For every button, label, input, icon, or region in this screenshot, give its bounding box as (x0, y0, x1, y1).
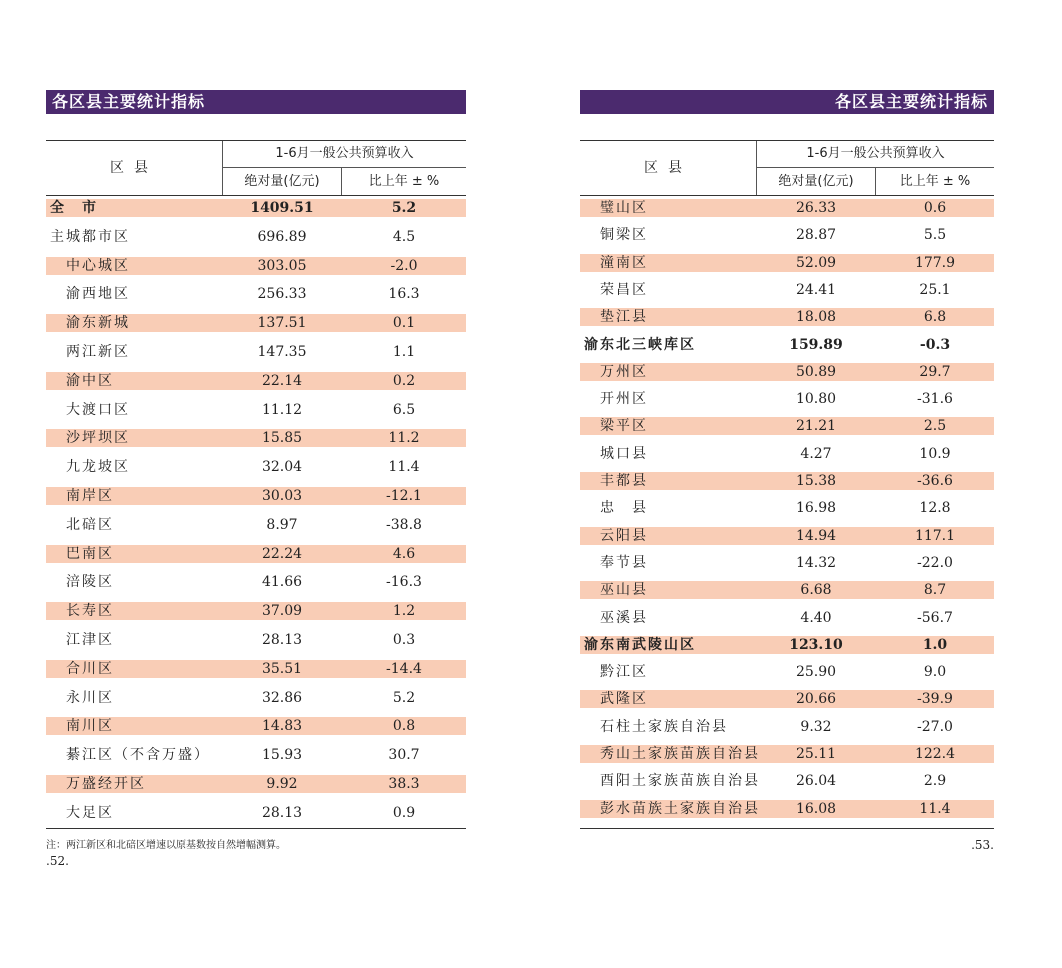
region-name: 长寿区 (66, 603, 114, 620)
absolute-value: 22.14 (261, 372, 303, 389)
absolute-value: 4.40 (800, 609, 832, 626)
absolute-value: 25.11 (795, 746, 837, 762)
region-name: 垫江县 (600, 309, 648, 326)
table-row (46, 401, 466, 419)
region-name: 巫溪县 (600, 609, 648, 626)
percent-change: 0.1 (392, 315, 416, 332)
table-row (46, 516, 466, 534)
region-name: 万州区 (600, 363, 648, 380)
table-row (580, 226, 994, 244)
region-name: 渝东新城 (66, 315, 130, 332)
region-name: 彭水苗族土家族自治县 (600, 800, 760, 817)
percent-change: -12.1 (386, 488, 422, 504)
percent-change: 4.5 (392, 228, 416, 245)
section-banner: 各区县主要统计指标 (580, 90, 994, 114)
percent-change: 1.1 (392, 344, 416, 360)
percent-change: 38.3 (388, 776, 420, 792)
region-name: 潼南区 (600, 254, 648, 271)
absolute-value: 14.94 (795, 527, 837, 544)
absolute-value: 22.24 (261, 545, 303, 562)
region-name: 开州区 (600, 391, 648, 408)
absolute-value: 35.51 (261, 660, 303, 677)
region-name: 璧山区 (600, 200, 648, 216)
absolute-value: 24.41 (795, 281, 837, 298)
absolute-value: 25.90 (795, 664, 837, 681)
percent-change: 9.0 (923, 664, 947, 681)
column-group-header: 1-6月一般公共预算收入 (757, 141, 994, 168)
region-name: 丰都县 (600, 473, 648, 489)
table-row (580, 336, 994, 354)
table-row (580, 772, 994, 790)
absolute-value: 1409.51 (250, 200, 314, 216)
region-name: 中心城区 (66, 257, 130, 274)
absolute-value: 50.89 (795, 363, 837, 380)
percent-change: 12.8 (919, 500, 951, 517)
region-name: 酉阳土家族苗族自治县 (600, 773, 760, 790)
percent-change: 30.7 (388, 747, 420, 764)
absolute-value: 147.35 (257, 344, 307, 360)
table-row (46, 314, 466, 332)
percent-change: 122.4 (914, 746, 956, 762)
table-header (46, 140, 466, 196)
table-row (46, 631, 466, 649)
region-name: 巴南区 (66, 545, 114, 562)
table-row (580, 472, 994, 490)
table-row (580, 745, 994, 763)
table-row (580, 390, 994, 408)
region-name: 沙坪坝区 (66, 430, 130, 447)
region-name: 南川区 (66, 718, 114, 735)
percent-change: -27.0 (917, 718, 953, 735)
absolute-value: 159.89 (789, 336, 843, 353)
table-row (580, 254, 994, 272)
table-row (46, 804, 466, 822)
table-row (580, 445, 994, 463)
absolute-value: 10.80 (795, 391, 837, 408)
region-name: 奉节县 (600, 554, 648, 571)
percent-change: 177.9 (914, 254, 956, 271)
page-number: .53. (971, 838, 994, 852)
absolute-value: 15.38 (795, 473, 837, 489)
percent-change: -14.4 (386, 660, 422, 677)
absolute-value: 37.09 (261, 603, 303, 620)
percent-change: 0.8 (392, 718, 416, 735)
percent-change: 0.6 (923, 200, 947, 216)
percent-change: -31.6 (917, 391, 953, 408)
region-name: 永川区 (66, 689, 114, 706)
region-name: 全 市 (50, 200, 98, 216)
table-row (46, 199, 466, 217)
column-header-percent: 比上年 ± % (368, 174, 440, 189)
percent-change: 2.5 (923, 418, 947, 435)
table-row (580, 663, 994, 681)
absolute-value: 28.13 (261, 804, 303, 821)
table-row (46, 487, 466, 505)
table-bottom-rule (46, 828, 466, 829)
table-row (580, 800, 994, 818)
table-row (580, 363, 994, 381)
region-name: 城口县 (600, 445, 648, 462)
percent-change: 2.9 (923, 773, 947, 790)
absolute-value: 30.03 (261, 488, 303, 504)
absolute-value: 123.10 (789, 636, 843, 653)
absolute-value: 52.09 (795, 254, 837, 271)
table-row (46, 689, 466, 707)
table-row (580, 281, 994, 299)
region-name: 铜梁区 (600, 227, 648, 244)
region-name: 两江新区 (66, 344, 130, 360)
absolute-value: 41.66 (261, 574, 303, 591)
percent-change: 6.5 (392, 401, 416, 418)
region-name: 南岸区 (66, 488, 114, 504)
region-name: 合川区 (66, 660, 114, 677)
absolute-value: 15.93 (261, 747, 303, 764)
absolute-value: 15.85 (261, 430, 303, 447)
region-name: 北碚区 (66, 516, 114, 533)
table-row (46, 717, 466, 735)
absolute-value: 8.97 (266, 516, 298, 533)
region-name: 九龙坡区 (66, 459, 130, 476)
percent-change: 6.8 (923, 309, 947, 326)
page-number: .52. (46, 854, 69, 868)
table-row (580, 308, 994, 326)
table-row (46, 545, 466, 563)
percent-change: 1.2 (392, 603, 416, 620)
absolute-value: 14.83 (261, 718, 303, 735)
percent-change: -36.6 (917, 473, 953, 489)
percent-change: 16.3 (388, 286, 420, 303)
column-header-percent: 比上年 ± % (899, 174, 971, 189)
percent-change: -39.9 (917, 691, 953, 708)
table-row (46, 343, 466, 361)
absolute-value: 20.66 (795, 691, 837, 708)
table-row (580, 417, 994, 435)
table-bottom-rule (580, 828, 994, 829)
table-row (46, 429, 466, 447)
table-row (46, 660, 466, 678)
absolute-value: 32.86 (261, 689, 303, 706)
region-name: 渝中区 (66, 372, 114, 389)
absolute-value: 26.33 (795, 200, 837, 216)
region-name: 大足区 (66, 804, 114, 821)
region-name: 荣昌区 (600, 281, 648, 298)
percent-change: 11.2 (388, 430, 420, 447)
percent-change: -2.0 (390, 257, 418, 274)
region-name: 云阳县 (600, 527, 648, 544)
table-row (580, 581, 994, 599)
region-name: 渝西地区 (66, 286, 130, 303)
absolute-value: 4.27 (800, 445, 832, 462)
percent-change: -0.3 (919, 336, 951, 353)
absolute-value: 16.08 (795, 800, 837, 817)
absolute-value: 137.51 (257, 315, 307, 332)
table-row (46, 775, 466, 793)
percent-change: 5.2 (391, 200, 417, 216)
table-row (46, 573, 466, 591)
region-name: 綦江区（不含万盛） (66, 747, 210, 764)
absolute-value: 26.04 (795, 773, 837, 790)
percent-change: -16.3 (386, 574, 422, 591)
percent-change: -38.8 (386, 516, 422, 533)
percent-change: 29.7 (919, 363, 951, 380)
column-header-absolute: 绝对量(亿元) (223, 168, 342, 195)
table-row (46, 372, 466, 390)
region-name: 忠 县 (600, 500, 648, 517)
region-name: 石柱土家族自治县 (600, 718, 728, 735)
percent-change: 0.3 (392, 632, 416, 648)
percent-change: 0.2 (392, 372, 416, 389)
region-name: 渝东北三峡库区 (584, 336, 696, 353)
absolute-value: 14.32 (795, 554, 837, 571)
absolute-value: 9.32 (800, 718, 832, 735)
column-header-absolute: 绝对量(亿元) (757, 168, 876, 195)
table-header (580, 140, 994, 196)
percent-change: 117.1 (914, 527, 956, 544)
region-name: 黔江区 (600, 664, 648, 681)
percent-change: 11.4 (919, 800, 951, 817)
percent-change: 4.6 (392, 545, 416, 562)
table-row (46, 602, 466, 620)
percent-change: 0.9 (392, 804, 416, 821)
absolute-value: 18.08 (795, 309, 837, 326)
region-name: 渝东南武陵山区 (584, 636, 696, 653)
section-banner: 各区县主要统计指标 (46, 90, 466, 114)
percent-change: 25.1 (919, 281, 951, 298)
absolute-value: 32.04 (261, 459, 303, 476)
region-name: 万盛经开区 (66, 776, 146, 792)
absolute-value: 256.33 (257, 286, 307, 303)
table-row (580, 554, 994, 572)
percent-change: 8.7 (923, 582, 947, 599)
percent-change: 5.5 (923, 227, 947, 244)
absolute-value: 11.12 (261, 401, 303, 418)
table-row (46, 746, 466, 764)
table-row (580, 527, 994, 545)
table-row (580, 718, 994, 736)
percent-change: 10.9 (919, 445, 951, 462)
percent-change: -56.7 (917, 609, 953, 626)
table-row (580, 636, 994, 654)
region-name: 秀山土家族苗族自治县 (600, 746, 760, 762)
region-name: 涪陵区 (66, 574, 114, 591)
table-row (580, 690, 994, 708)
region-name: 梁平区 (600, 418, 648, 435)
absolute-value: 28.13 (261, 632, 303, 648)
column-header-region: 区县 (46, 141, 223, 195)
table-row (580, 199, 994, 217)
column-header-region: 区县 (580, 141, 757, 195)
table-row (46, 458, 466, 476)
absolute-value: 9.92 (266, 776, 298, 792)
region-name: 大渡口区 (66, 401, 130, 418)
absolute-value: 303.05 (257, 257, 307, 274)
absolute-value: 696.89 (257, 228, 307, 245)
column-group-header: 1-6月一般公共预算收入 (223, 141, 466, 168)
table-row (580, 609, 994, 627)
percent-change: 5.2 (392, 689, 416, 706)
percent-change: 1.0 (922, 636, 948, 653)
region-name: 武隆区 (600, 691, 648, 708)
table-note: 注：两江新区和北碚区增速以原基数按自然增幅测算。 (46, 840, 286, 851)
region-name: 江津区 (66, 632, 114, 648)
region-name: 主城都市区 (50, 228, 130, 245)
region-name: 巫山县 (600, 582, 648, 599)
percent-change: 11.4 (388, 459, 420, 476)
table-row (46, 285, 466, 303)
table-row (46, 228, 466, 246)
absolute-value: 6.68 (800, 582, 832, 599)
absolute-value: 28.87 (795, 227, 837, 244)
table-row (580, 499, 994, 517)
absolute-value: 21.21 (795, 418, 837, 435)
absolute-value: 16.98 (795, 500, 837, 517)
percent-change: -22.0 (917, 554, 953, 571)
table-row (46, 257, 466, 275)
